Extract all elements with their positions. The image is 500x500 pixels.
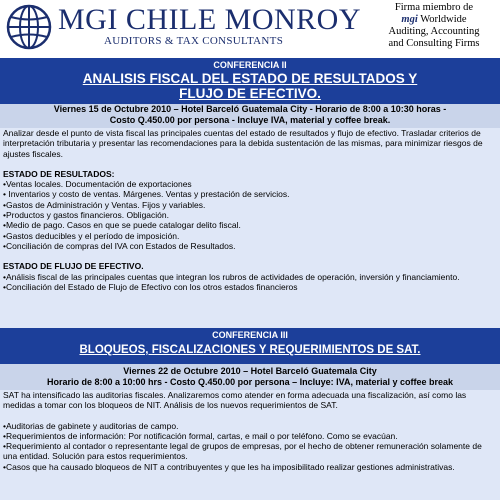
firm-subtitle: AUDITORS & TAX CONSULTANTS: [104, 35, 284, 47]
conference-3-info-line2: Horario de 8:00 a 10:00 hrs - Costo Q.450.00 por persona – Incluye: IVA, material y coffee break: [47, 377, 453, 387]
list-item: •Auditorias de gabinete y auditorias de campo.: [3, 420, 179, 431]
member-line2: [372, 14, 496, 26]
conference-3-body: [0, 390, 500, 500]
list-item: •Productos y gastos financieros. Obligación.: [3, 210, 169, 221]
firm-name: MGI CHILE MONROY: [58, 3, 361, 36]
list-item: •Gastos de Administración y Ventas. Fijos y variables.: [3, 199, 206, 210]
conference-3-header: [0, 328, 500, 364]
list-item: •Conciliación de compras del IVA con Estados de Resultados.: [3, 240, 236, 251]
conference-2-header: [0, 58, 500, 104]
list-item: •Ventas locales. Documentación de exportaciones: [3, 179, 192, 190]
member-worldwide: Worldwide: [420, 14, 467, 25]
list-item: •Análisis fiscal de las principales cuentas que integran los rubros de actividades de operación, inversión y financiamiento.: [3, 271, 460, 282]
mgi-mark: mgi: [401, 14, 418, 25]
conference-2-body: [0, 128, 500, 328]
list-item: •Requerimientos de información: Por notificación formal, cartas, e mail o por teléfono. Como se evacúan.: [3, 430, 398, 441]
conference-2-info: [0, 104, 500, 128]
conference-3-title: BLOQUEOS, FISCALIZACIONES Y REQUERIMIENTOS DE SAT.: [79, 344, 421, 356]
member-line1: Firma miembro de: [394, 2, 474, 13]
list-item: •Casos que ha causado bloqueos de NIT a contribuyentes y que les ha imposibilitado realizar gestiones administrativas.: [3, 461, 455, 472]
section-resultados-title: ESTADO DE RESULTADOS:: [3, 168, 115, 179]
conference-3-info: [0, 364, 500, 390]
member-badge: [372, 2, 496, 50]
member-line3: Auditing, Accounting: [388, 26, 480, 37]
conference-2-label: CONFERENCIA II: [213, 60, 287, 70]
conference-2-info-line1: Viernes 15 de Octubre 2010 – Hotel Barceló Guatemala City - Horario de 8:00 a 10:30 horas -: [53, 104, 447, 114]
list-item: • Inventarios y costo de ventas. Márgenes. Ventas y prestación de servicios.: [3, 189, 290, 200]
list-item: •Gastos deducibles y el período de imposición.: [3, 230, 180, 241]
member-line4: and Consulting Firms: [388, 38, 480, 49]
list-item: •Requerimiento al contador o representante legal de grupos de empresas, por el hecho de obtener remuneración solamente de una entidad. Solución para estos requerimientos.: [3, 441, 482, 462]
header: [0, 0, 500, 58]
conference-3-label: CONFERENCIA III: [212, 330, 288, 340]
list-item: •Conciliación del Estado de Flujo de Efectivo con los otros estados financieros: [3, 281, 298, 292]
globe-icon: [6, 4, 52, 50]
conference-3-intro: SAT ha intensificado las auditorias fiscales. Analizaremos como atender en forma adecuada una fiscalización, así como las medidas a tomar con los bloqueos de NIT. Análisis de los nuevos requerimientos de SAT.: [3, 390, 467, 411]
section-flujo-title: ESTADO DE FLUJO DE EFECTIVO.: [3, 261, 144, 272]
list-item: •Medio de pago. Casos en que se puede catalogar delito fiscal.: [3, 220, 241, 231]
conference-2-title-line1: ANALISIS FISCAL DEL ESTADO DE RESULTADOS Y: [82, 71, 418, 86]
conference-2-intro: Analizar desde el punto de vista fiscal las principales cuentas del estado de resultados y flujo de efectivo. Trasladar criterios de interpretación tributaria y presentar las recomendaciones para la debida sustentación de las mismas, para minimizar riesgos de ajustes fiscales.: [3, 128, 483, 159]
conference-2-info-line2: Costo Q.450.00 por persona - Incluye IVA, material y coffee break.: [109, 115, 391, 125]
conference-2-title-line2: FLUJO DE EFECTIVO.: [179, 86, 321, 101]
conference-3-info-line1: Viernes 22 de Octubre 2010 – Hotel Barceló Guatemala City: [123, 366, 377, 376]
